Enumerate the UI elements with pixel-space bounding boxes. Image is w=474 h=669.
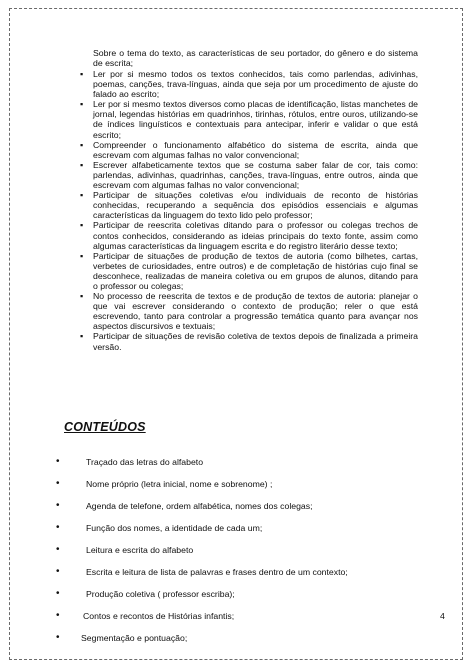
content-item-text: Função dos nomes, a identidade de cada um;	[86, 523, 263, 533]
bullet-icon: •	[56, 544, 60, 555]
bullet-icon: •	[56, 478, 60, 489]
objective-item: ▪ Compreender o funcionamento alfabético do sistema de escrita, ainda que escrevam com algumas falhas no valor convencional;	[80, 140, 418, 160]
content-item-text: Contos e recontos de Histórias infantis;	[83, 611, 235, 621]
page-number: 4	[440, 611, 445, 621]
objective-item: ▪ Ler por si mesmo todos os textos conhecidos, tais como parlendas, adivinhas, poemas, canções, trava-línguas, ainda que seja por um procedimento de ajuste do falado ao escrito;	[80, 69, 418, 99]
content-item-text: Segmentação e pontuação;	[81, 633, 188, 643]
objective-item: ▪ Participar de reescrita coletivas ditando para o professor ou colegas trechos de contos conhecidos, considerando as ideias principais do texto fonte, assim como algumas características da linguagem escrita e do registro literário desse texto;	[80, 220, 418, 250]
content-item-text: Leitura e escrita do alfabeto	[86, 545, 194, 555]
content-item	[56, 587, 396, 609]
objectives-list	[80, 69, 418, 352]
objectives-intro-text: Sobre o tema do texto, as características de seu portador, do gênero e do sistema de escrita;	[93, 48, 418, 69]
section-heading-conteudos: CONTEÚDOS	[64, 420, 146, 434]
bullet-icon: •	[56, 632, 60, 643]
content-item	[56, 609, 396, 631]
objective-item: ▪ Ler por si mesmo textos diversos como placas de identificação, listas manchetes de jornal, legendas histórias em quadrinhos, tirinhas, rótulos, entre ouros, utilizando-se de índices linguísticos e contextuais para antecipar, inferir e validar o que está escrito;	[80, 99, 418, 139]
bullet-icon: •	[56, 500, 60, 511]
bullet-icon: •	[56, 456, 60, 467]
objective-item: ▪ Participar de situações de produção de textos de autoria (como bilhetes, cartas, verbetes de curiosidades, entre outros) e de completação de histórias cujo final se desconhece, realizadas de maneira coletiva ou em grupos de alunos, ditando para o professor ou colegas;	[80, 251, 418, 291]
content-item	[56, 631, 396, 653]
bullet-icon: •	[56, 610, 60, 621]
content-item	[56, 499, 396, 521]
content-item-text: Agenda de telefone, ordem alfabética, nomes dos colegas;	[86, 501, 313, 511]
objective-item: ▪ Escrever alfabeticamente textos que se costuma saber falar de cor, tais como: parlendas, adivinhas, quadrinhas, canções, trava-línguas, entre outros, ainda que escrevam com algumas falhas no valor convencional;	[80, 160, 418, 190]
bullet-icon: •	[56, 522, 60, 533]
content-item	[56, 455, 396, 477]
bullet-icon: •	[56, 588, 60, 599]
content-item-text: Produção coletiva ( professor escriba);	[86, 589, 235, 599]
content-item	[56, 521, 396, 543]
content-item-text: Traçado das letras do alfabeto	[86, 457, 204, 467]
contents-list	[56, 455, 396, 653]
content-item-text: Escrita e leitura de lista de palavras e frases dentro de um contexto;	[86, 567, 348, 577]
bullet-icon: •	[56, 566, 60, 577]
content-item	[56, 477, 396, 499]
objective-item: ▪ Participar de situações de revisão coletiva de textos depois de finalizada a primeira versão.	[80, 331, 418, 351]
content-item	[56, 565, 396, 587]
content-item	[56, 543, 396, 565]
content-item-text: Nome próprio (letra inicial, nome e sobrenome) ;	[86, 479, 273, 489]
objective-item: ▪ No processo de reescrita de textos e de produção de textos de autoria: planejar o que vai escrever considerando o contexto de produção; reler o que está escrevendo, tanto para controlar a progressão temática quanto para avançar nos aspectos discursivos e textuais;	[80, 291, 418, 331]
objective-item: ▪ Participar de situações coletivas e/ou individuais de reconto de histórias conhecidas, recuperando a sequência dos episódios essenciais e algumas características da linguagem do texto lido pelo professor;	[80, 190, 418, 220]
